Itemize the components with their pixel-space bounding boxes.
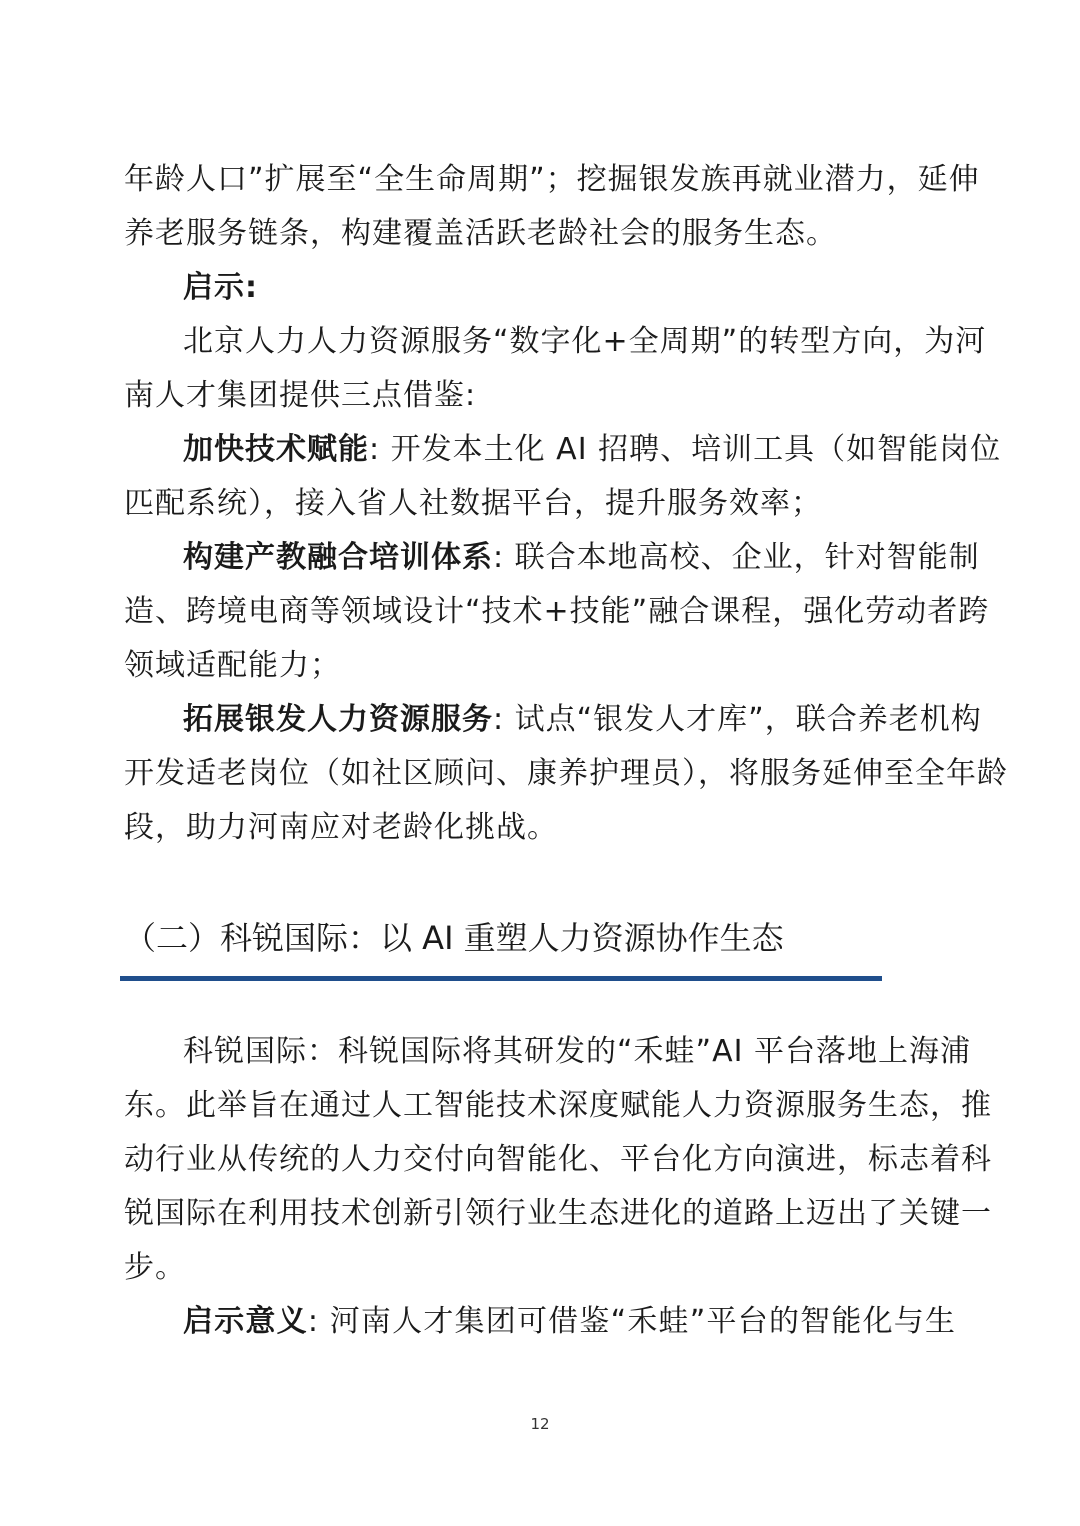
paragraph-line: 锐国际在利用技术创新引领行业生态进化的道路上迈出了关键一 — [124, 1196, 992, 1231]
subheading-qishi: 启示: — [183, 270, 258, 305]
paragraph-line: 南人才集团提供三点借鉴: — [124, 378, 477, 413]
heading-underline — [120, 976, 882, 981]
section-heading: （二）科锐国际：以 AI 重塑人力资源协作生态 — [124, 919, 784, 957]
paragraph-line: 年龄人口”扩展至“全生命周期”；挖掘银发族再就业潜力，延伸 — [124, 162, 980, 197]
paragraph-line: 步。 — [124, 1250, 186, 1285]
paragraph-line: 科锐国际：科锐国际将其研发的“禾蛙”AI 平台落地上海浦 — [183, 1034, 971, 1069]
paragraph-text: : 联合本地高校、企业，针对智能制 — [493, 540, 980, 575]
paragraph-line — [183, 430, 1002, 470]
paragraph-line — [183, 700, 982, 740]
paragraph-line: 段，助力河南应对老龄化挑战。 — [124, 810, 558, 845]
page-number: 12 — [530, 1415, 550, 1433]
paragraph-line: 开发适老岗位（如社区顾问、康养护理员），将服务延伸至全年龄 — [124, 756, 1008, 791]
paragraph-text: : 河南人才集团可借鉴“禾蛙”平台的智能化与生 — [307, 1304, 956, 1339]
paragraph-line: 养老服务链条，构建覆盖活跃老龄社会的服务生态。 — [124, 216, 837, 251]
paragraph-text: : 开发本土化 AI 招聘、培训工具（如智能岗位 — [369, 432, 1002, 467]
paragraph-line: 动行业从传统的人力交付向智能化、平台化方向演进，标志着科 — [124, 1142, 992, 1177]
term-label: 构建产教融合培训体系 — [183, 540, 493, 575]
term-label: 拓展银发人力资源服务 — [183, 702, 493, 737]
term-label: 启示意义 — [183, 1304, 308, 1339]
paragraph-line: 造、跨境电商等领域设计“技术+技能”融合课程，强化劳动者跨 — [124, 594, 990, 629]
paragraph-line: 匹配系统），接入省人社数据平台，提升服务效率； — [124, 486, 822, 521]
paragraph-line: 北京人力人力资源服务“数字化+全周期”的转型方向，为河 — [183, 324, 987, 359]
paragraph-line: 领域适配能力； — [124, 648, 341, 683]
paragraph-line — [183, 538, 980, 578]
paragraph-text: : 试点“银发人才库”，联合养老机构 — [493, 702, 982, 737]
paragraph-line: 东。此举旨在通过人工智能技术深度赋能人力资源服务生态，推 — [124, 1088, 992, 1123]
paragraph-line — [183, 1302, 956, 1342]
term-label: 加快技术赋能 — [183, 432, 369, 467]
